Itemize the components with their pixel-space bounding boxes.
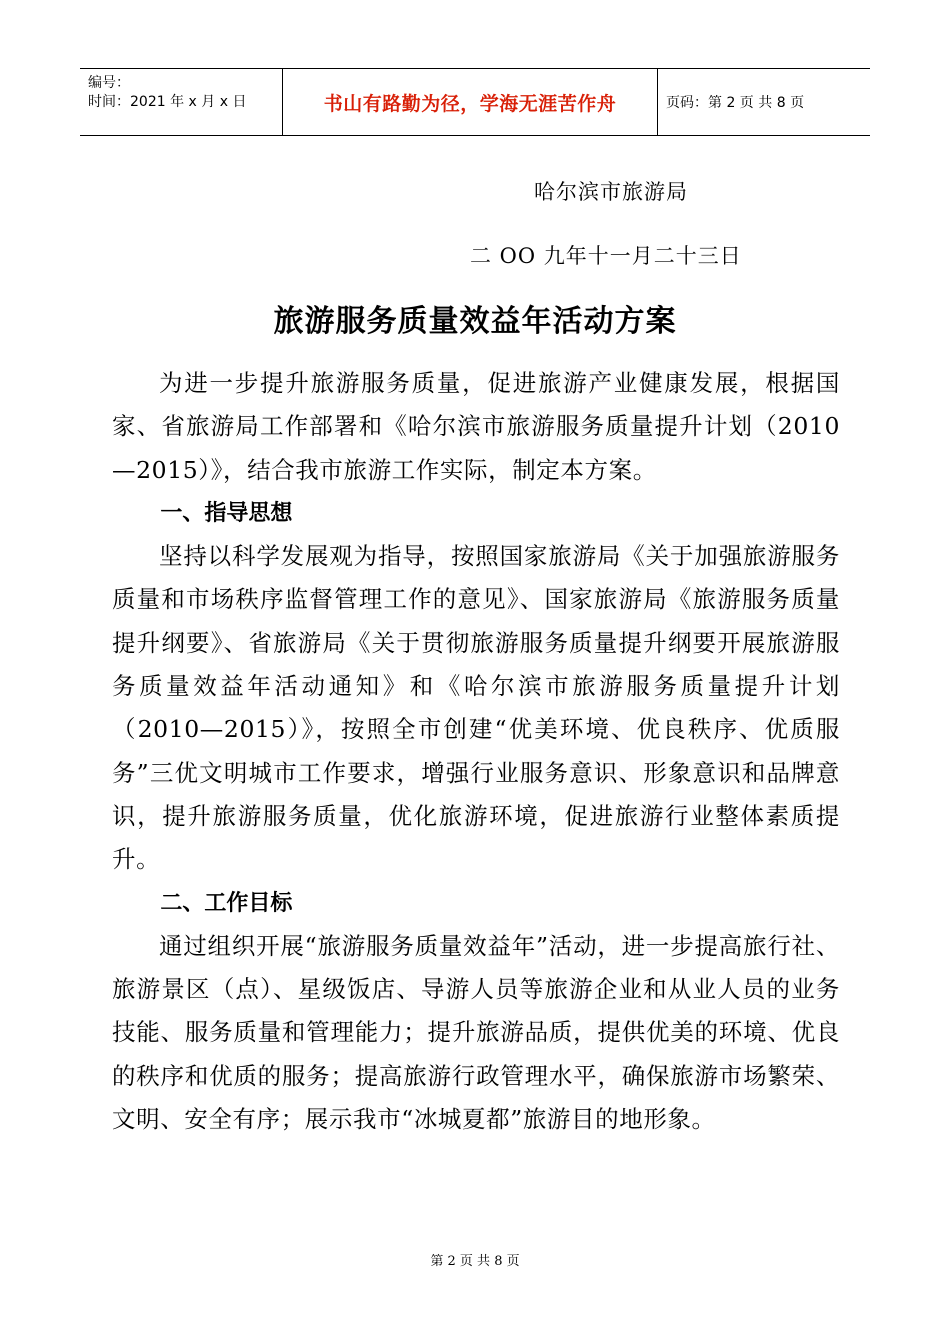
intro-paragraph: 为进一步提升旅游服务质量，促进旅游产业健康发展，根据国家、省旅游局工作部署和《哈尔滨市旅游服务质量提升计划（2010—2015）》，结合我市旅游工作实际，制定本方案。 bbox=[112, 369, 840, 484]
work-goals-paragraph: 通过组织开展“旅游服务质量效益年”活动，进一步提高旅行社、旅游景区（点）、星级饭店、导游人员等旅游企业和从业人员的业务技能、服务质量和管理能力；提升旅游品质，提供优美的环境、优良的秩序和优质的服务；提高旅游行政管理水平，确保旅游市场繁荣、文明、安全有序；展示我市“冰城夏都”旅游目的地形象。 bbox=[112, 931, 840, 1134]
header-meta bbox=[80, 69, 282, 135]
document-body bbox=[112, 362, 840, 1141]
header-motto: 书山有路勤为径，学海无涯苦作舟 bbox=[282, 69, 658, 135]
section-heading-guiding-ideology: 一、指导思想 bbox=[160, 500, 293, 526]
document-time-label: 时间：2021 年 x 月 x 日 bbox=[88, 94, 247, 110]
document-title: 旅游服务质量效益年活动方案 bbox=[273, 304, 677, 339]
section-heading-work-goals: 二、工作目标 bbox=[160, 890, 293, 916]
document-number-label: 编号： bbox=[88, 75, 130, 91]
page-footer: 第 2 页 共 8 页 bbox=[430, 1254, 520, 1269]
guiding-ideology-paragraph: 坚持以科学发展观为指导，按照国家旅游局《关于加强旅游服务质量和市场秩序监督管理工作的意见》、国家旅游局《旅游服务质量提升纲要》、省旅游局《关于贯彻旅游服务质量提升纲要开展旅游服务质量效益年活动通知》和《哈尔滨市旅游服务质量提升计划（2010—2015）》，按照全市创建“优美环境、优良秩序、优质服务”三优文明城市工作要求，增强行业服务意识、形象意识和品牌意识，提升旅游服务质量，优化旅游环境，促进旅游行业整体素质提升。 bbox=[112, 542, 840, 874]
signature-org: 哈尔滨市旅游局 bbox=[534, 180, 688, 204]
header-page-info: 页码：第 2 页 共 8 页 bbox=[666, 95, 805, 111]
page-header bbox=[80, 68, 870, 136]
signature-date: 二 OO 九年十一月二十三日 bbox=[470, 244, 742, 268]
